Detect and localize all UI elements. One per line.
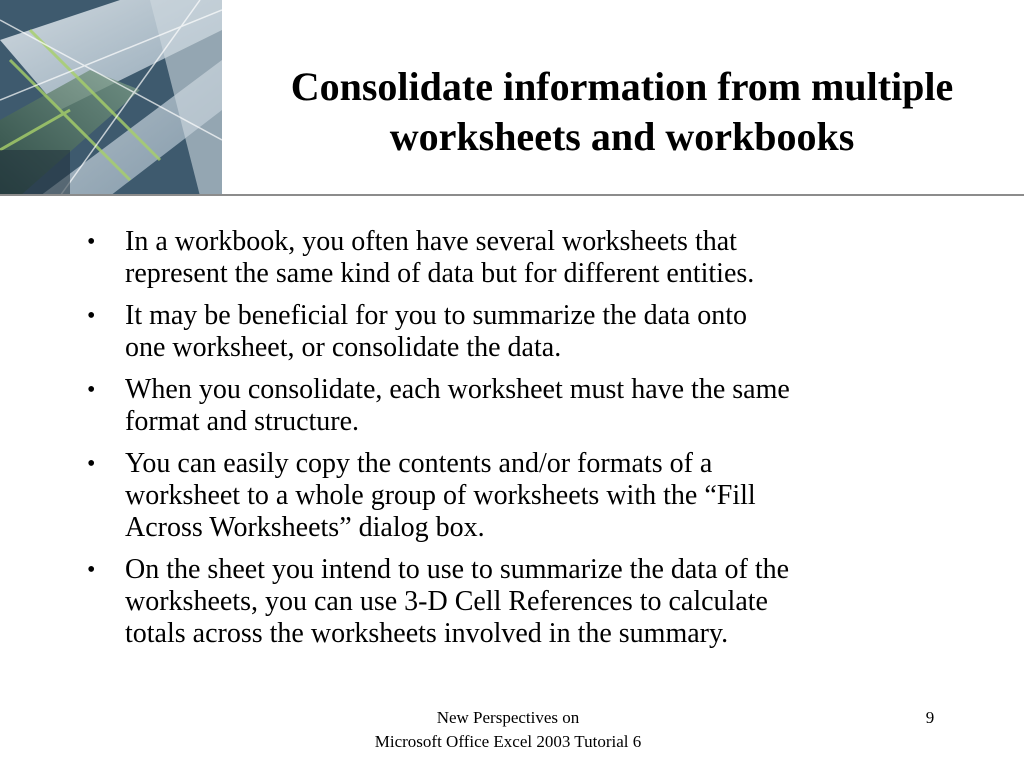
bullet-icon: •: [87, 557, 96, 583]
bullet-text-line: In a workbook, you often have several worksheets that: [125, 226, 737, 257]
bullet-item: [85, 226, 965, 290]
bullet-text-line: one worksheet, or consolidate the data.: [125, 332, 562, 363]
header-abstract-image-icon: [0, 0, 222, 196]
footer-line-2: Microsoft Office Excel 2003 Tutorial 6: [374, 732, 642, 751]
bullet-text-line: represent the same kind of data but for different entities.: [125, 258, 755, 289]
footer-line-1: New Perspectives on: [436, 708, 580, 727]
bullet-text-line: When you consolidate, each worksheet must have the same: [125, 374, 790, 405]
bullet-text-line: It may be beneficial for you to summarize the data onto: [125, 300, 748, 331]
bullet-text-line: You can easily copy the contents and/or formats of a: [125, 448, 713, 479]
bullet-text-line: worksheet to a whole group of worksheets with the “Fill: [125, 480, 756, 511]
bullet-icon: •: [87, 377, 96, 403]
bullet-text-line: format and structure.: [125, 406, 360, 437]
bullet-icon: •: [87, 229, 96, 255]
bullet-item: [85, 554, 965, 650]
bullet-text-line: Across Worksheets” dialog box.: [125, 512, 485, 543]
bullet-item: [85, 448, 965, 544]
bullet-icon: •: [87, 303, 96, 329]
slide-title: [232, 62, 1012, 162]
bullet-text-line: On the sheet you intend to use to summarize the data of the: [125, 554, 790, 585]
bullet-item: [85, 300, 965, 364]
footer-caption: [340, 706, 676, 754]
bullet-icon: •: [87, 451, 96, 477]
bullet-list: [85, 226, 965, 660]
title-divider: [0, 194, 1024, 196]
bullet-text-line: worksheets, you can use 3-D Cell References to calculate: [125, 586, 768, 617]
page-number: 9: [925, 708, 935, 727]
bullet-text-line: totals across the worksheets involved in the summary.: [125, 618, 729, 649]
slide-title-line-2: worksheets and workbooks: [389, 114, 855, 159]
bullet-item: [85, 374, 965, 438]
slide-title-line-1: Consolidate information from multiple: [290, 64, 954, 109]
